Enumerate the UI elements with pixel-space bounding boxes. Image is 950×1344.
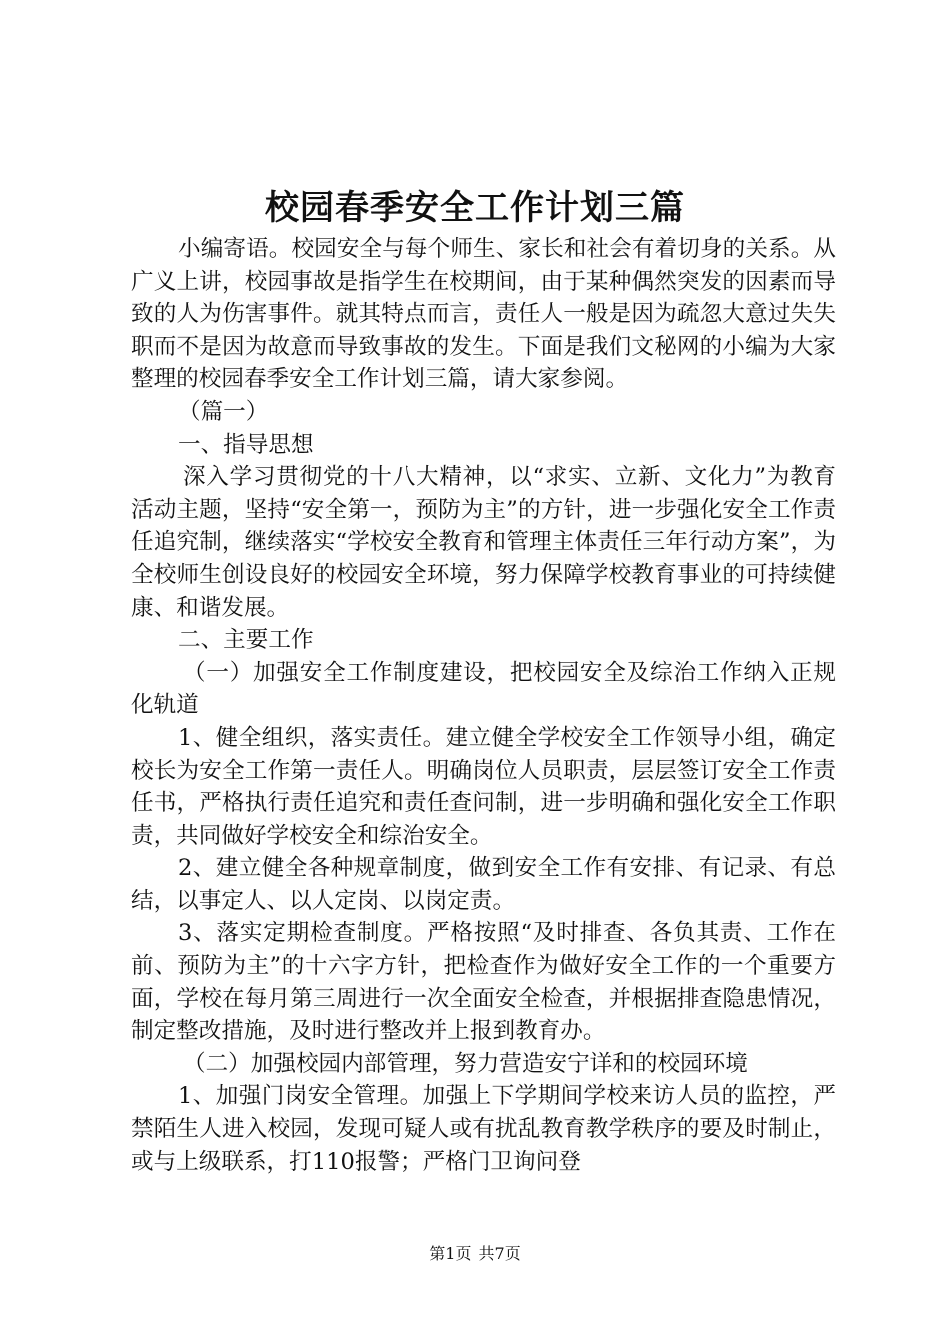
intro-paragraph: 小编寄语。校园安全与每个师生、家长和社会有着切身的关系。从广义上讲，校园事故是指学生在校期间，由于某种偶然突发的因素而导致的人为伤害事件。就其特点而言，责任人一般是因为疏忽大意过失失职而不是因为故意而导致事故的发生。下面是我们文秘网的小编为大家整理的校园春季安全工作计划三篇，请大家参阅。 xyxy=(131,236,836,393)
paragraph-item-1: 1、健全组织，落实责任。建立健全学校安全工作领导小组，确定校长为安全工作第一责任人。明确岗位人员职责，层层签订安全工作责任书，严格执行责任追究和责任查问制，进一步明确和强化安全工作职责，共同做好学校安全和综治安全。 xyxy=(131,724,836,849)
document-title: 校园春季安全工作计划三篇 xyxy=(265,188,685,228)
section-label-part-one: （篇一） xyxy=(178,398,269,425)
subheading-internal-management: （二）加强校园内部管理，努力营造安宁详和的校园环境 xyxy=(183,1050,748,1077)
heading-main-work: 二、主要工作 xyxy=(178,627,314,654)
page-footer: 第1页 共7页 xyxy=(429,1244,521,1263)
paragraph-item-3: 3、落实定期检查制度。严格按照“及时排查、各负其责、工作在前、预防为主”的十六字方针，把检查作为做好安全工作的一个重要方面，学校在每月第三周进行一次全面安全检查，并根据排查隐患情况，制定整改措施，及时进行整改并上报到教育办。 xyxy=(131,920,836,1045)
subheading-system-building: （一）加强安全工作制度建设，把校园安全及综治工作纳入正规化轨道 xyxy=(131,659,836,719)
heading-guiding-ideology: 一、指导思想 xyxy=(178,431,314,458)
document-body xyxy=(131,233,836,1178)
paragraph-guiding-ideology: 深入学习贯彻党的十八大精神，以“求实、立新、文化力”为教育活动主题，坚持“安全第一，预防为主”的方针，进一步强化安全工作责任追究制，继续落实“学校安全教育和管理主体责任三年行动方案”，为全校师生创设良好的校园安全环境，努力保障学校教育事业的可持续健康、和谐发展。 xyxy=(131,464,836,621)
paragraph-gate-security: 1、加强门岗安全管理。加强上下学期间学校来访人员的监控，严禁陌生人进入校园，发现可疑人或有扰乱教育教学秩序的要及时制止，或与上级联系，打110报警；严格门卫询问登 xyxy=(131,1083,836,1175)
paragraph-item-2: 2、建立健全各种规章制度，做到安全工作有安排、有记录、有总结，以事定人、以人定岗、以岗定责。 xyxy=(131,855,836,914)
